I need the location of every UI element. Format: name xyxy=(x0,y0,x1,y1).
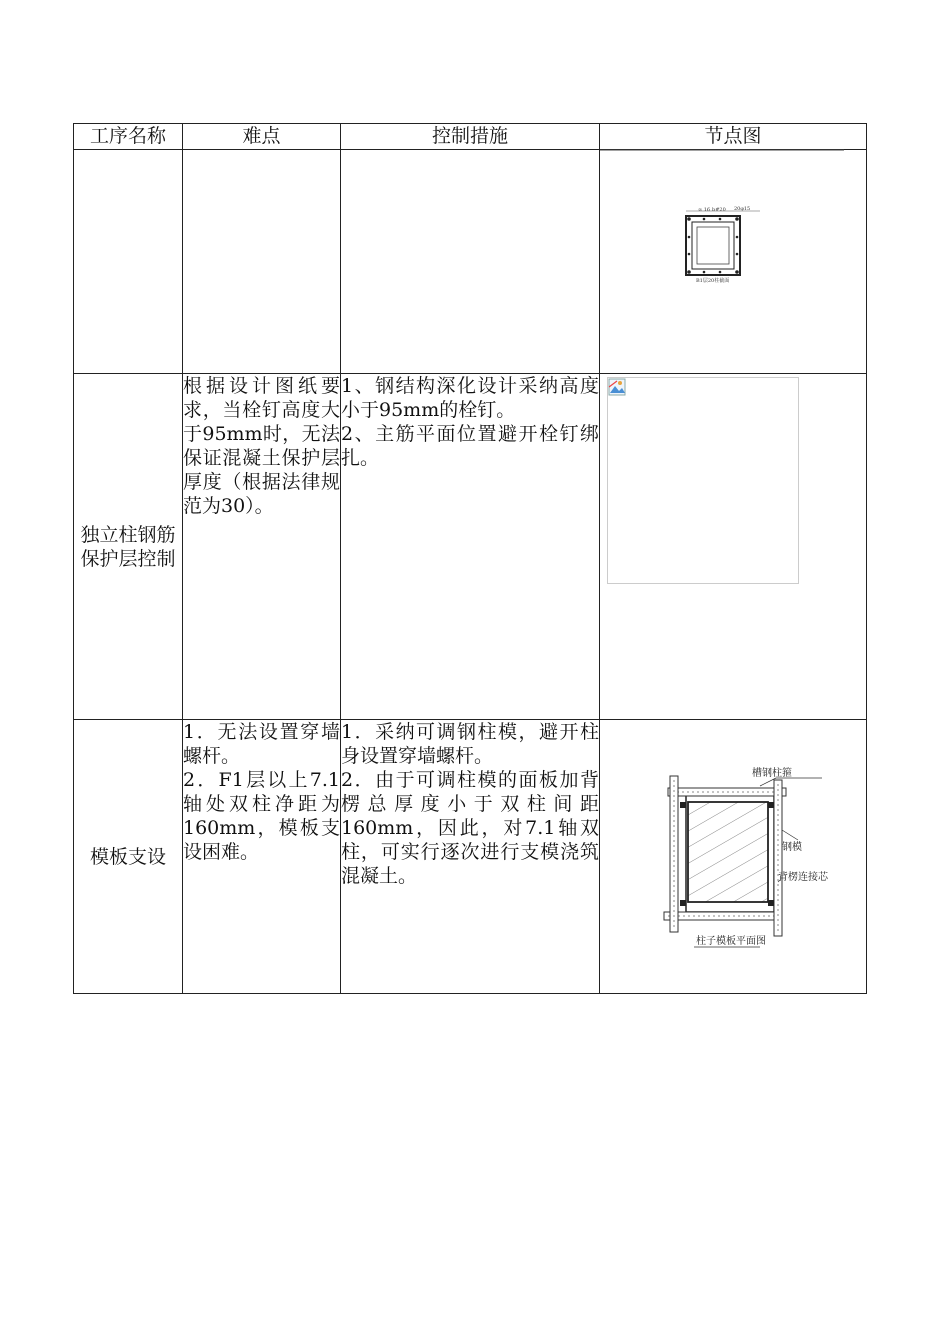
process-table xyxy=(73,123,867,994)
measures-cell xyxy=(341,150,600,374)
label-channel-hoop: 槽钢柱箍 xyxy=(752,768,792,779)
column-section-drawing xyxy=(600,149,866,372)
difficulty-cell: 根据设计图纸要求，当栓钉高度大于95mm时，无法保证混凝土保护层厚度（根据法律规范为30）。 xyxy=(183,374,341,720)
node-figure-cell xyxy=(600,720,867,994)
broken-image-placeholder xyxy=(607,377,799,584)
table-header-row xyxy=(74,124,867,150)
section-label-top-right: 20φ15 xyxy=(734,206,751,212)
figure-caption: 柱子模板平面图 xyxy=(696,936,766,947)
header-measures: 控制措施 xyxy=(341,124,600,150)
table-row xyxy=(74,374,867,720)
section-caption: B1层20柱截面 xyxy=(696,278,730,284)
table-row xyxy=(74,150,867,374)
node-figure-cell xyxy=(600,374,867,720)
column-formwork-plan-drawing xyxy=(600,720,866,993)
node-figure-cell xyxy=(600,150,867,374)
section-label-top-mid: b#20 xyxy=(712,207,726,213)
difficulty-cell xyxy=(183,150,341,374)
process-name-cell: 模板支设 xyxy=(74,720,183,994)
measures-cell: 1．采纳可调钢柱模，避开柱身设置穿墙螺杆。 2．由于可调柱模的面板加背楞总厚度小于双柱间距160mm，因此，对7.1轴双柱，可实行逐次进行支模浇筑混凝土。 xyxy=(341,720,600,994)
broken-image-icon xyxy=(608,378,626,396)
process-name-cell xyxy=(74,150,183,374)
label-back-rib: 背楞连接芯 xyxy=(778,872,828,883)
section-label-top-left: ∞ 16 xyxy=(698,207,711,213)
process-name-cell: 独立柱钢筋保护层控制 xyxy=(74,374,183,720)
header-node-figure: 节点图 xyxy=(600,124,867,150)
header-difficulty: 难点 xyxy=(183,124,341,150)
header-process-name: 工序名称 xyxy=(74,124,183,150)
difficulty-cell: 1．无法设置穿墙螺杆。 2．F1层以上7.1轴处双柱净距为160mm，模板支设困难。 xyxy=(183,720,341,994)
measures-cell: 1、钢结构深化设计采纳高度小于95mm的栓钉。 2、主筋平面位置避开栓钉绑扎。 xyxy=(341,374,600,720)
table-row xyxy=(74,720,867,994)
label-steel-form: 钢模 xyxy=(782,842,802,853)
